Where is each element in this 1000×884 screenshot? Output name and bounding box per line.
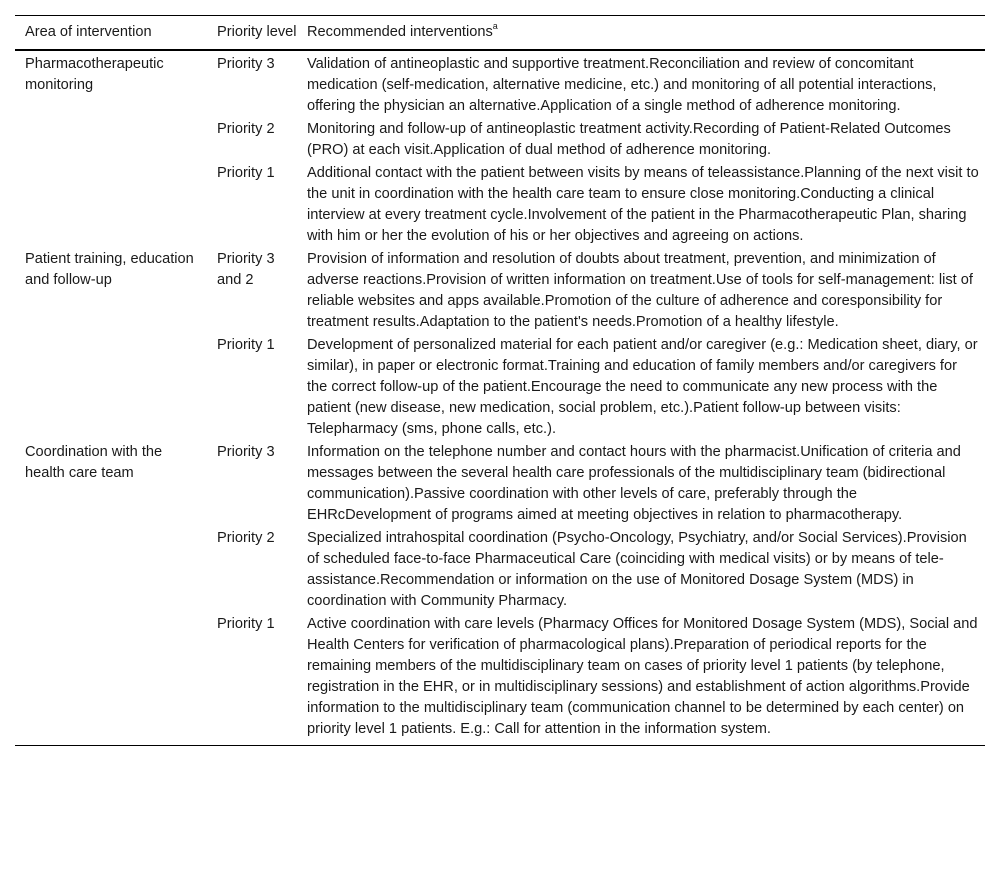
- priority-cell: Priority 1: [217, 616, 275, 632]
- table-header: [15, 16, 985, 51]
- interventions-cell: Development of personalized material for each patient and/or caregiver (e.g.: Medication sheet, diary, or similar), in paper or electronic format.Training and education of family members and/or caregivers for the correct follow-up of the patient.Encourage the need to communicate any new process with the patient (new disease, new medication, social problem, etc.).Patient follow-up between visits: Telepharmacy (sms, phone calls, etc.).: [307, 337, 978, 437]
- table-row: [15, 527, 985, 613]
- interventions-cell: Monitoring and follow-up of antineoplastic treatment activity.Recording of Patient-Related Outcomes (PRO) at each visit.Application of dual method of adherence monitoring.: [307, 121, 951, 158]
- header-row: [15, 16, 985, 51]
- header-interventions: [307, 16, 985, 51]
- interventions-cell: Provision of information and resolution of doubts about treatment, prevention, and minimization of adverse reactions.Provision of written information on treatment.Use of tools for self-management: list of reliable websites and apps available.Promotion of the culture of adherence and coresponsibility for treatment results.Adaptation to the patient's needs.Promotion of a healthy lifestyle.: [307, 251, 973, 330]
- area-cell: [15, 527, 217, 613]
- interventions-table: [15, 15, 985, 746]
- area-cell: Pharmacotherapeutic monitoring: [25, 56, 164, 93]
- priority-cell: Priority 2: [217, 530, 275, 546]
- header-area: Area of intervention: [25, 24, 152, 40]
- priority-cell: Priority 1: [217, 337, 275, 353]
- header-priority: Priority level: [217, 24, 297, 40]
- footnote-marker: a: [492, 21, 498, 32]
- table-row: [15, 50, 985, 118]
- table-row: [15, 118, 985, 162]
- priority-cell: Priority 3: [217, 56, 275, 72]
- table-row: [15, 248, 985, 334]
- priority-cell: Priority 2: [217, 121, 275, 137]
- area-cell: [15, 162, 217, 248]
- interventions-table-container: [15, 15, 985, 746]
- table-body: [15, 50, 985, 746]
- interventions-cell: Active coordination with care levels (Pharmacy Offices for Monitored Dosage System (MDS), Social and Health Centers for verification of pharmacological plans).Preparation of periodical reports for the remaining members of the multidisciplinary team on cases of priority level 1 patients (by telephone, registration in the EHR, or in multidisciplinary sessions) and establishment of action algorithms.Provide information to the multidisciplinary team (communication channel to be determined by each center) on priority level 1 patients. E.g.: Call for attention in the information system.: [307, 616, 978, 737]
- priority-cell: Priority 3 and 2: [217, 251, 275, 288]
- area-cell: Patient training, education and follow-up: [25, 251, 194, 288]
- interventions-cell: Validation of antineoplastic and supportive treatment.Reconciliation and review of concomitant medication (self-medication, alternative medicine, etc.) and monitoring of all potential interactions, offering the physician an alternative.Application of a single method of adherence monitoring.: [307, 56, 937, 114]
- priority-cell: Priority 1: [217, 165, 275, 181]
- table-row: [15, 441, 985, 527]
- interventions-cell: Specialized intrahospital coordination (Psycho-Oncology, Psychiatry, and/or Social Services).Provision of scheduled face-to-face Pharmaceutical Care (coinciding with medical visits) or by means of tele-assistance.Recommendation or information on the use of Monitored Dosage System (MDS) in coordination with Community Pharmacy.: [307, 530, 967, 609]
- interventions-cell: Information on the telephone number and contact hours with the pharmacist.Unification of criteria and messages between the several health care professionals of the multidisciplinary team (bidirectional communication).Passive coordination with other levels of care, preferably through the EHRcDevelopment of programs aimed at meeting objectives in relation to pharmacotherapy.: [307, 444, 961, 523]
- table-row: [15, 613, 985, 746]
- area-cell: [15, 118, 217, 162]
- interventions-cell: Additional contact with the patient between visits by means of teleassistance.Planning of the next visit to the unit in coordination with the health care team to ensure close monitoring.Conducting a clinical interview at every treatment cycle.Involvement of the patient in the Pharmacotherapeutic Plan, sharing with him or her the evolution of his or her objectives and agreeing on actions.: [307, 165, 979, 244]
- area-cell: [15, 613, 217, 746]
- area-cell: Coordination with the health care team: [25, 444, 163, 481]
- table-row: [15, 334, 985, 441]
- table-row: [15, 162, 985, 248]
- area-cell: [15, 334, 217, 441]
- header-interventions-label: Recommended interventions: [307, 24, 493, 40]
- priority-cell: Priority 3: [217, 444, 275, 460]
